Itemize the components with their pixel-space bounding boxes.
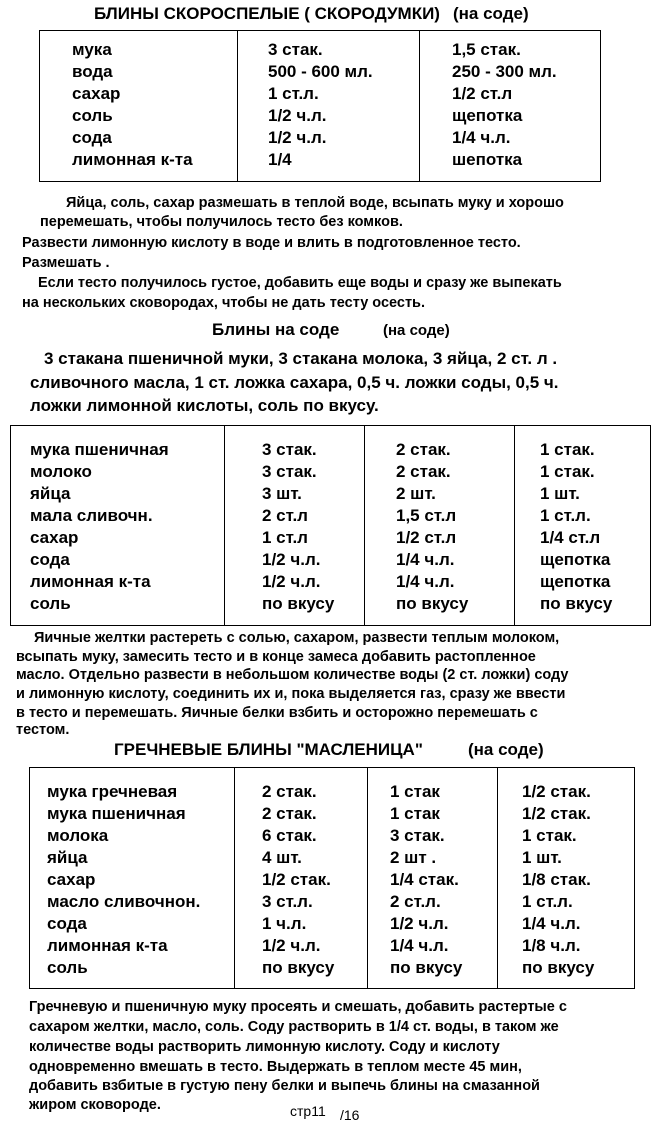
- ingredient-name: сода: [47, 914, 87, 933]
- ingredient-amount: 3 стак.: [262, 462, 317, 481]
- table-divider: [497, 767, 498, 989]
- page-total: /16: [340, 1107, 360, 1123]
- text-line: и лимонную кислоту, соединить их и, пока выделяется газ, сразу же ввести: [16, 686, 566, 702]
- ingredient-amount: 2 стак.: [396, 462, 451, 481]
- ingredient-name: мука гречневая: [47, 782, 178, 801]
- ingredient-amount: 1 шт.: [522, 848, 562, 867]
- ingredient-amount: 1 ст.л: [262, 528, 308, 547]
- ingredient-amount: 500 - 600 мл.: [268, 62, 373, 81]
- ingredient-amount: 3 шт.: [262, 484, 302, 503]
- ingredient-amount: по вкусу: [262, 594, 335, 613]
- ingredient-amount: по вкусу: [522, 958, 595, 977]
- text-line: масло. Отдельно развести в небольшом количестве воды (2 ст. ложки) соду: [16, 667, 569, 683]
- text-line: 3 стакана пшеничной муки, 3 стакана молока, 3 яйца, 2 ст. л .: [44, 349, 558, 368]
- text-line: тестом.: [16, 722, 70, 738]
- ingredient-name: мука: [72, 40, 112, 59]
- text-line: сливочного масла, 1 ст. ложка сахара, 0,5 ч. ложки соды, 0,5 ч.: [30, 373, 559, 392]
- ingredient-amount: 1/2 стак.: [522, 782, 591, 801]
- text-line: сахаром желтки, масло, соль. Соду растворить в 1/4 ст. воды, в таком же: [29, 1019, 559, 1035]
- table-divider: [367, 767, 368, 989]
- ingredient-amount: 1/2 ст.л: [452, 84, 513, 103]
- ingredient-amount: 2 стак.: [262, 804, 317, 823]
- ingredient-amount: по вкусу: [390, 958, 463, 977]
- text-line: в тесто и перемешать. Яичные белки взбить и осторожно перемешать с: [16, 705, 538, 721]
- text-line: Размешать .: [22, 255, 110, 271]
- ingredient-amount: по вкусу: [262, 958, 335, 977]
- ingredient-amount: 1/4 ч.л.: [396, 572, 455, 591]
- text-line: Гречневую и пшеничную муку просеять и смешать, добавить растертые с: [29, 999, 567, 1015]
- ingredient-amount: 250 - 300 мл.: [452, 62, 557, 81]
- ingredient-amount: 1/2 ч.л.: [262, 550, 321, 569]
- ingredient-name: соль: [30, 594, 71, 613]
- ingredient-name: лимонная к-та: [72, 150, 193, 169]
- ingredient-amount: 1/2 ч.л.: [262, 572, 321, 591]
- ingredient-amount: щепотка: [452, 106, 523, 125]
- ingredient-amount: 3 ст.л.: [262, 892, 313, 911]
- ingredient-amount: 2 стак.: [396, 440, 451, 459]
- section2-note: (на соде): [383, 322, 450, 339]
- ingredient-amount: 1/2 стак.: [262, 870, 331, 889]
- ingredient-amount: 1/2 стак.: [522, 804, 591, 823]
- ingredient-name: молока: [47, 826, 109, 845]
- ingredient-name: сода: [30, 550, 70, 569]
- section3-title: ГРЕЧНЕВЫЕ БЛИНЫ "МАСЛЕНИЦА": [114, 740, 423, 759]
- table-divider: [514, 425, 515, 626]
- ingredient-name: вода: [72, 62, 113, 81]
- ingredient-amount: 1 стак.: [540, 462, 595, 481]
- ingredient-name: яйца: [47, 848, 88, 867]
- ingredient-amount: 1/4: [268, 150, 292, 169]
- ingredient-amount: 1/8 стак.: [522, 870, 591, 889]
- ingredient-amount: 1,5 ст.л: [396, 506, 457, 525]
- ingredient-amount: по вкусу: [396, 594, 469, 613]
- ingredient-amount: 1/4 стак.: [390, 870, 459, 889]
- text-line: перемешать, чтобы получилось тесто без комков.: [40, 214, 403, 230]
- text-line: Если тесто получилось густое, добавить еще воды и сразу же выпекать: [38, 275, 562, 291]
- ingredient-name: лимонная к-та: [30, 572, 151, 591]
- ingredient-amount: 1 ст.л.: [268, 84, 319, 103]
- text-line: добавить взбитые в густую пену белки и выпечь блины на смазанной: [29, 1078, 540, 1094]
- ingredient-amount: щепотка: [540, 572, 611, 591]
- ingredient-amount: 1/4 ч.л.: [452, 128, 511, 147]
- ingredient-name: соль: [72, 106, 113, 125]
- ingredient-name: сода: [72, 128, 112, 147]
- section1-note: (на соде): [453, 4, 529, 23]
- ingredient-name: мука пшеничная: [30, 440, 169, 459]
- text-line: Яичные желтки растереть с солью, сахаром, развести теплым молоком,: [34, 630, 560, 646]
- ingredient-amount: 4 шт.: [262, 848, 302, 867]
- ingredient-amount: 1/2 ч.л.: [268, 128, 327, 147]
- table-divider: [419, 30, 420, 182]
- ingredient-name: соль: [47, 958, 88, 977]
- ingredient-amount: 1/4 ст.л: [540, 528, 601, 547]
- ingredient-amount: 1/2 ч.л.: [268, 106, 327, 125]
- ingredient-name: молоко: [30, 462, 92, 481]
- ingredient-name: мала сливочн.: [30, 506, 153, 525]
- text-line: Развести лимонную кислоту в воде и влить в подготовленное тесто.: [22, 235, 521, 251]
- text-line: одновременно вмешать в тесто. Выдержать в теплом месте 45 мин,: [29, 1059, 522, 1075]
- ingredient-amount: 1 стак.: [522, 826, 577, 845]
- text-line: ложки лимонной кислоты, соль по вкусу.: [30, 396, 379, 415]
- ingredient-amount: 1 ст.л.: [540, 506, 591, 525]
- ingredient-amount: 2 шт .: [390, 848, 437, 867]
- page-number: стр11: [290, 1103, 326, 1119]
- ingredient-amount: по вкусу: [540, 594, 613, 613]
- table-divider: [237, 30, 238, 182]
- text-line: всыпать муку, замесить тесто и в конце замеса добавить растопленное: [16, 649, 536, 665]
- ingredient-amount: 3 стак.: [262, 440, 317, 459]
- ingredient-amount: 6 стак.: [262, 826, 317, 845]
- table-divider: [224, 425, 225, 626]
- ingredient-name: масло сливочнон.: [47, 892, 201, 911]
- ingredient-name: сахар: [30, 528, 79, 547]
- section3-note: (на соде): [468, 740, 544, 759]
- ingredient-amount: 1/4 ч.л.: [522, 914, 581, 933]
- ingredient-amount: 2 ст.л: [262, 506, 308, 525]
- ingredient-amount: шепотка: [452, 150, 523, 169]
- ingredient-amount: 1 стак: [390, 804, 440, 823]
- ingredient-amount: 1 шт.: [540, 484, 580, 503]
- ingredient-amount: 2 шт.: [396, 484, 436, 503]
- ingredient-amount: 1/2 ст.л: [396, 528, 457, 547]
- ingredient-amount: 2 стак.: [262, 782, 317, 801]
- ingredient-amount: 1/4 ч.л.: [396, 550, 455, 569]
- text-line: на нескольких сковородах, чтобы не дать тесту осесть.: [22, 295, 425, 311]
- ingredient-amount: 1/2 ч.л.: [390, 914, 449, 933]
- ingredient-amount: 1/4 ч.л.: [390, 936, 449, 955]
- ingredient-amount: 3 стак.: [390, 826, 445, 845]
- ingredient-amount: 1/2 ч.л.: [262, 936, 321, 955]
- ingredient-name: сахар: [47, 870, 96, 889]
- ingredient-amount: 1 стак: [390, 782, 440, 801]
- ingredient-amount: 1 ст.л.: [522, 892, 573, 911]
- ingredient-name: лимонная к-та: [47, 936, 168, 955]
- ingredient-amount: щепотка: [540, 550, 611, 569]
- ingredient-amount: 1/8 ч.л.: [522, 936, 581, 955]
- ingredient-name: мука пшеничная: [47, 804, 186, 823]
- table-divider: [234, 767, 235, 989]
- ingredient-amount: 1 ч.л.: [262, 914, 307, 933]
- section1-title: БЛИНЫ СКОРОСПЕЛЫЕ ( СКОРОДУМКИ): [94, 4, 440, 23]
- text-line: Яйца, соль, сахар размешать в теплой воде, всыпать муку и хорошо: [66, 195, 564, 211]
- text-line: жиром сковороде.: [29, 1097, 161, 1113]
- ingredient-amount: 1,5 стак.: [452, 40, 521, 59]
- text-line: количестве воды растворить лимонную кислоту. Соду и кислоту: [29, 1039, 500, 1055]
- ingredient-amount: 2 ст.л.: [390, 892, 441, 911]
- ingredient-amount: 3 стак.: [268, 40, 323, 59]
- table-divider: [364, 425, 365, 626]
- ingredient-name: яйца: [30, 484, 71, 503]
- section2-title: Блины на соде: [212, 320, 340, 339]
- ingredient-amount: 1 стак.: [540, 440, 595, 459]
- ingredient-name: сахар: [72, 84, 121, 103]
